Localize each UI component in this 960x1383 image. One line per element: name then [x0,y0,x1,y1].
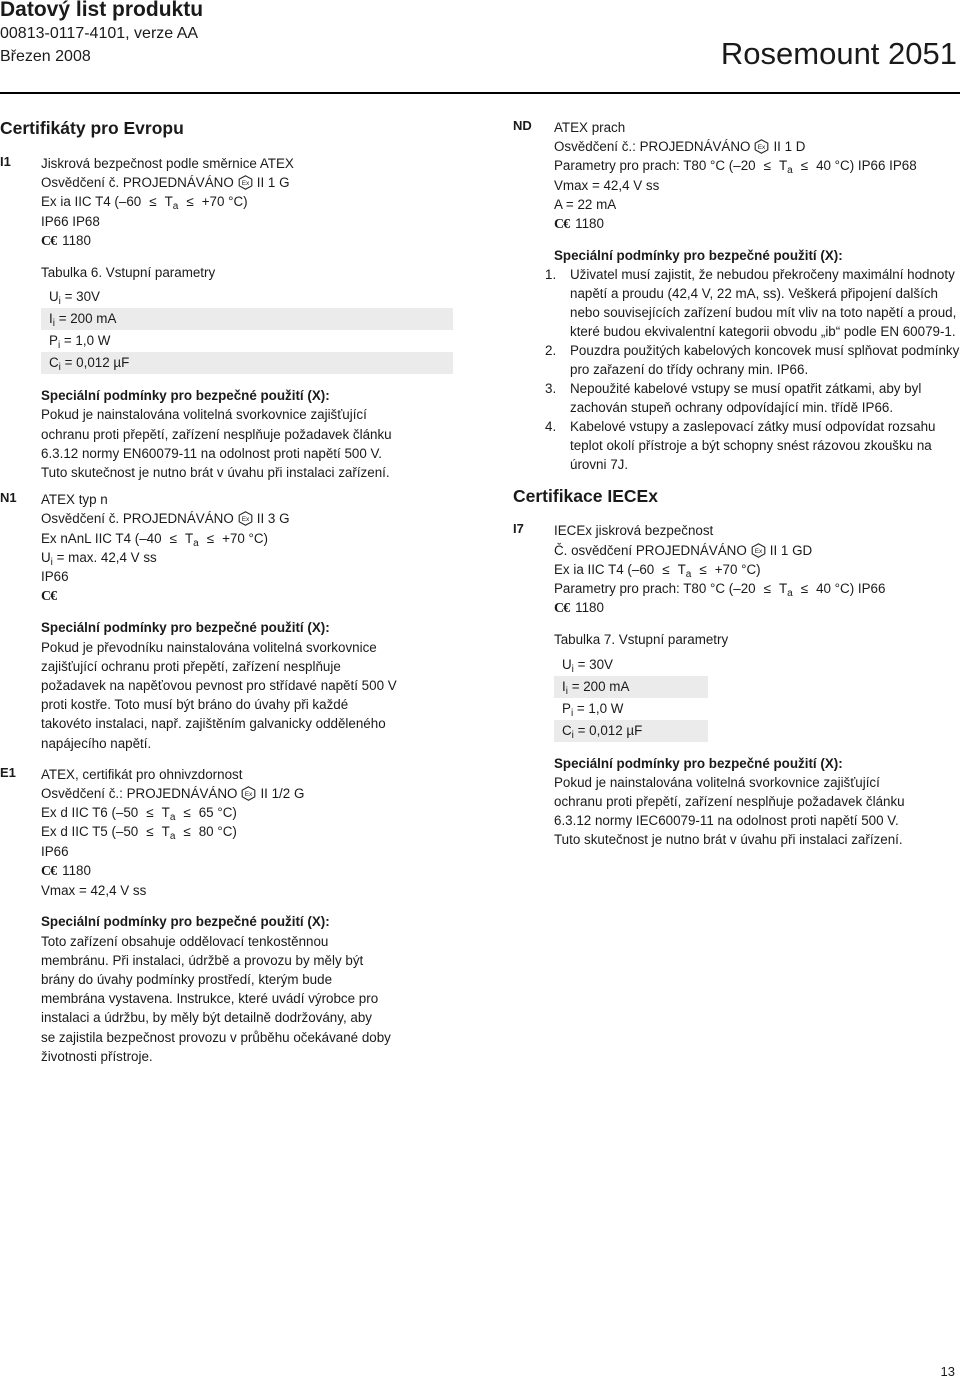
table-caption: Tabulka 7. Vstupní parametry [554,632,729,648]
cert-line: IECEx jiskrová bezpečnost [554,523,714,539]
cert-line: $U_i = \max$. 42,4 V ss [41,549,157,568]
less-equal-icon: ≤ [146,824,154,840]
cond-line: takovéto instalaci, např. zajištěním galvanicky odděleného [41,716,386,732]
ex-hexagon-icon [238,511,253,526]
cond-line: Pokud je nainstalována volitelná svorkovnice zajišťující [41,407,367,423]
less-equal-icon: ≤ [146,805,154,821]
table-row: $U_i = 30V$ [49,289,100,308]
cert-code: ND [513,118,532,133]
cond-line: požadavek na napěťovou pevnost pro střídavé napětí 500 V [41,678,397,694]
cond-line: membránu. Při instalaci, údržbě a provozu by měly být [41,952,364,968]
right-column [513,118,960,850]
cond-line: ochranu proti přepětí, zařízení nesplňuje požadavek článku [41,426,392,442]
ex-hexagon-icon [754,139,769,154]
cond-line: ochranu proti přepětí, zařízení nesplňuje požadavek článku [554,794,905,810]
cert-line: C€ 1180 [554,214,960,234]
svg-text:Ex: Ex [241,516,250,524]
cert-code: I7 [513,521,524,537]
cert-line: Ex ia IIC T4 ($-60 \le T_a \le +70$ °C) [41,194,248,213]
cert-code: E1 [0,764,16,780]
less-equal-icon: ≤ [699,561,707,577]
product-name: Rosemount 2051 [720,36,957,71]
svg-text:Ex: Ex [754,547,763,555]
less-equal-icon: ≤ [183,805,191,821]
cond-line: Toto zařízení obsahuje oddělovací tenkostěnnou [41,933,329,949]
ex-hexagon-icon [238,175,253,190]
less-equal-icon: ≤ [183,824,191,840]
cert-line: Osvědčení č.: PROJEDNÁVÁNO Ex II 1/2 G [41,786,305,802]
cert-line: C€ 1180 [41,861,460,881]
cert-line: C€ 1180 [41,231,460,251]
page-number: 13 [940,1364,955,1379]
cert-line: Jiskrová bezpečnost podle směrnice ATEX [41,156,294,171]
page-header [0,0,960,96]
cert-line: Č. osvědčení PROJEDNÁVÁNO Ex II 1 GD [554,542,813,558]
header-divider [0,92,960,94]
cert-line: ATEX, certifikát pro ohnivzdornost [41,766,243,782]
less-equal-icon: ≤ [149,194,157,210]
cert-nd [513,118,960,474]
left-column [0,118,460,1066]
cond-line: napájecího napětí. [41,735,152,751]
less-equal-icon: ≤ [800,581,809,597]
table-row: $P_i = 1,0$ W [49,333,111,352]
section-heading-europe: Certifikáty pro Evropu [0,118,184,138]
cert-line: C€ 1180 [554,598,960,618]
parameter-table [41,286,453,374]
special-conditions-title: Speciální podmínky pro bezpečné použití (X): [41,388,330,404]
less-equal-icon: ≤ [662,561,670,577]
cert-line: Osvědčení č.: PROJEDNÁVÁNO Ex II 1 D [554,139,806,155]
cond-line: proti kostře. Toto musí být bráno do úvahy při každé [41,697,349,713]
list-item: 3. Nepoužité kabelové vstupy se musí opatřit zátkami, aby byl zachován stupeň ochrany odpovídající min. třídě IP66. [545,381,922,416]
ex-hexagon-icon [751,543,766,558]
cert-line: IP66 [41,569,69,585]
special-conditions-title: Speciální podmínky pro bezpečné použití (X): [41,620,330,636]
conditions-list [545,265,960,474]
less-equal-icon: ≤ [206,530,215,546]
svg-text:Ex: Ex [245,791,253,799]
cond-line: instalaci a údržbu, by měly být detailně dodržovány, aby [41,1010,372,1026]
ce-mark-icon: C€ [41,233,57,249]
svg-text:Ex: Ex [758,144,766,152]
special-conditions-title: Speciální podmínky pro bezpečné použití (X): [41,914,330,930]
parameter-table [554,654,708,742]
cert-e1 [0,765,460,1066]
cond-line: brány do úvahy podmínky prostředí, kterým bude [41,971,333,987]
ex-hexagon-icon [241,786,256,801]
cond-line: Tuto skutečnost je nutno brát v úvahu při instalaci zařízení. [41,465,390,481]
cert-line: IP66 IP68 [41,213,100,229]
special-conditions-title: Speciální podmínky pro bezpečné použití (X): [554,248,843,264]
table-row: $I_i = 200$ mA [41,308,453,330]
table-row: $U_i = 30V$ [562,656,613,675]
less-equal-icon: ≤ [763,158,771,174]
cond-line: Tuto skutečnost je nutno brát v úvahu při instalaci zařízení. [554,832,903,848]
list-item: 1. Uživatel musí zajistit, že nebudou překročeny maximální hodnoty napětí a proudu (42,4 V, 22 mA, ss). Veškerá připojení dalších nebo souvisejících zařízení budou mít vliv na toto napětí a proud, které budou ekvivalentní kategorii obvodu „ib“ podle EN 60079-1. [545,267,957,340]
table-row: $I_i = 200$ mA [554,676,708,698]
ce-mark-icon: C€ [41,863,57,879]
cert-code: I1 [0,154,11,169]
cert-line: ATEX prach [554,120,626,135]
cond-line: 6.3.12 normy IEC60079-11 na odolnost proti napětí 500 V. [554,813,899,829]
cert-i7 [513,521,960,849]
less-equal-icon: ≤ [763,581,771,597]
document-date: Březen 2008 [0,48,91,65]
less-equal-icon: ≤ [169,530,177,546]
less-equal-icon: ≤ [186,194,194,210]
cond-line: životnosti přístroje. [41,1048,153,1064]
cert-i1 [0,154,460,482]
cert-line [41,586,460,606]
cert-line: Parametry pro prach: T80 °C ($-20 \le T_a \le 40$ °C) IP66 [554,581,886,600]
cert-line: Ex d IIC T5 ($-50 \le T_a \le 80$ °C) [41,824,237,843]
document-number: 00813-0117-4101, verze AA [0,25,199,42]
table-row: $C_i = 0,012$ µF [41,352,453,374]
less-equal-icon: ≤ [800,158,809,174]
cert-line: Vmax = 42,4 V ss [41,883,147,899]
cert-n1 [0,490,460,753]
cert-code: N1 [0,490,17,506]
special-conditions-title: Speciální podmínky pro bezpečné použití (X): [554,755,843,771]
document-type-title: Datový list produktu [0,0,204,21]
list-item: 4. Kabelové vstupy a zaslepovací zátky musí odpovídat rozsahu teplot okolí přístroje a být schopny snést rázovou zkoušku na úrovni 7J. [545,419,936,473]
cert-line: ATEX typ n [41,492,108,508]
ce-mark-icon: C€ [554,601,570,617]
cond-line: 6.3.12 normy EN60079-11 na odolnost proti napětí 500 V. [41,445,382,461]
cert-line: Ex d IIC T6 ($-50 \le T_a \le 65$ °C) [41,805,237,824]
cert-line: Osvědčení č. PROJEDNÁVÁNO Ex II 3 G [41,511,290,527]
cert-line: Ex nAnL IIC T4 ($-40 \le T_a \le +70$ °C) [41,530,268,549]
ce-mark-icon: C€ [554,217,570,233]
cond-line: zajišťující ochranu proti přepětí, zařízení nesplňuje [41,658,341,674]
cond-line: membrána vystavena. Instrukce, které uvádí výrobce pro [41,991,379,1007]
cert-line: Parametry pro prach: T80 °C ($-20 \le T_a \le 40$ °C) IP66 IP68 [554,158,917,177]
svg-text:Ex: Ex [241,180,250,188]
table-row: $P_i = 1,0$ W [562,700,624,719]
cond-line: Pokud je nainstalována volitelná svorkovnice zajišťující [554,774,880,790]
table-caption: Tabulka 6. Vstupní parametry [41,265,216,281]
section-heading-iecex: Certifikace IECEx [513,486,658,507]
ce-mark-icon: C€ [41,589,57,605]
cond-line: Pokud je převodníku nainstalována volitelná svorkovnice [41,639,377,655]
cond-line: se zajistila bezpečnost provozu v průběhu očekávané doby [41,1029,391,1045]
cert-line: Ex ia IIC T4 ($-60 \le T_a \le +70$ °C) [554,561,761,580]
cert-line: Vmax = 42,4 V ss [554,177,660,193]
cert-line: A = 22 mA [554,196,617,212]
cert-line: Osvědčení č. PROJEDNÁVÁNO Ex II 1 G [41,175,290,191]
list-item: 2. Pouzdra použitých kabelových koncovek musí splňovat podmínky pro zařazení do třídy ochrany min. IP66. [545,343,960,378]
table-row: $C_i = 0,012$ µF [554,720,708,742]
cert-line: IP66 [41,843,69,859]
